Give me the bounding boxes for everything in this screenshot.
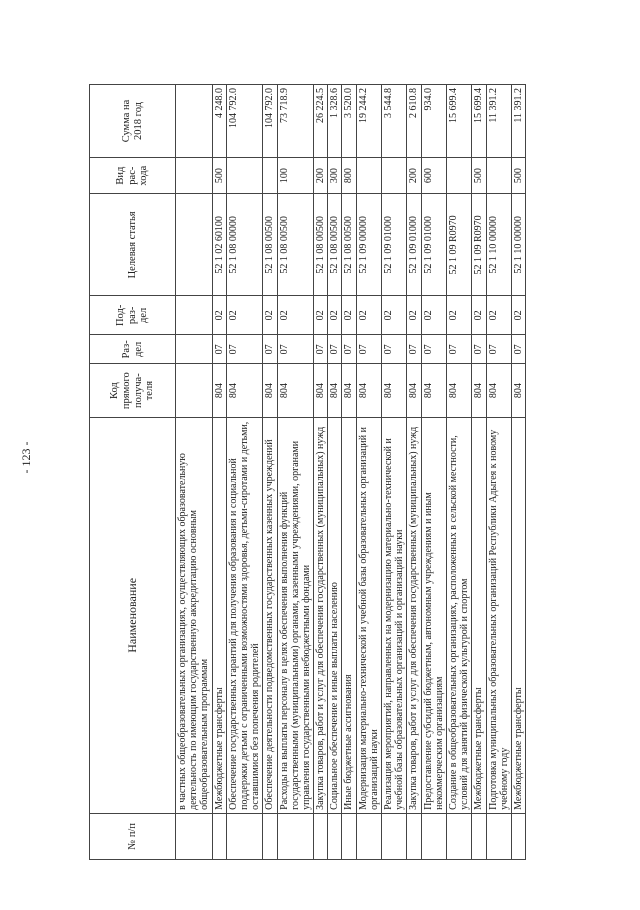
cell-vid: [226, 157, 263, 193]
cell-celevaya: 52 1 09 R0970: [472, 194, 486, 296]
table-row: [314, 85, 328, 860]
cell-name: Закупка товаров, работ и услуг для обеспечения государственных (муниципальных) нужд: [407, 417, 421, 813]
cell-summa: 104 792.0: [263, 85, 277, 158]
cell-razdel: 07: [328, 335, 342, 364]
cell-celevaya: 52 1 02 60100: [212, 194, 226, 296]
cell-razdel: 07: [486, 335, 511, 364]
cell-razdel: 07: [356, 335, 381, 364]
cell-podrazdel: 02: [472, 296, 486, 335]
cell-name: Предоставление субсидий бюджетным, автономным учреждениям и иным некоммерческим организациям: [421, 417, 446, 813]
cell-podrazdel: [176, 296, 213, 335]
cell-kod: 804: [407, 364, 421, 417]
rotated-table-container: [89, 84, 604, 860]
cell-summa: 15 699.4: [446, 85, 471, 158]
cell-summa: 11 391.2: [511, 85, 525, 158]
cell-razdel: 07: [421, 335, 446, 364]
cell-summa: [176, 85, 213, 158]
header-summa: Сумма на 2018 год: [90, 85, 176, 158]
cell-kod: [176, 364, 213, 417]
cell-celevaya: [176, 194, 213, 296]
cell-no: [382, 813, 407, 859]
header-vid: Вид рас-хода: [90, 157, 176, 193]
cell-celevaya: 52 1 09 01000: [382, 194, 407, 296]
cell-vid: 500: [511, 157, 525, 193]
cell-summa: 934.0: [421, 85, 446, 158]
cell-razdel: 07: [472, 335, 486, 364]
cell-no: [511, 813, 525, 859]
table-body: [176, 85, 526, 860]
header-podrazdel: Под-раз-дел: [90, 296, 176, 335]
cell-no: [407, 813, 421, 859]
cell-podrazdel: 02: [421, 296, 446, 335]
cell-summa: 104 792.0: [226, 85, 263, 158]
cell-name: Обеспечение деятельности подведомственных государственных казенных учреждений: [263, 417, 277, 813]
cell-name: Обеспечение государственных гарантий для получения образования и социальной поддержки детьми с ограниченными возможностями здоровья, детьми-сиротами и детьми, оставшимися без попечения родителей: [226, 417, 263, 813]
cell-no: [446, 813, 471, 859]
cell-celevaya: 52 1 09 01000: [421, 194, 446, 296]
cell-celevaya: 52 1 10 00000: [511, 194, 525, 296]
cell-kod: 804: [511, 364, 525, 417]
cell-summa: 3 544.8: [382, 85, 407, 158]
cell-name: Модернизация материально-технической и учебной базы образовательных организаций и организаций науки: [356, 417, 381, 813]
cell-celevaya: 52 1 08 00500: [277, 194, 314, 296]
cell-razdel: 07: [263, 335, 277, 364]
table-row: [226, 85, 263, 860]
table-row: [176, 85, 213, 860]
cell-vid: [382, 157, 407, 193]
cell-podrazdel: 02: [226, 296, 263, 335]
cell-summa: 1 328.6: [328, 85, 342, 158]
cell-razdel: 07: [446, 335, 471, 364]
cell-vid: [176, 157, 213, 193]
cell-no: [486, 813, 511, 859]
header-name: Наименование: [90, 417, 176, 813]
cell-celevaya: 52 1 08 00500: [263, 194, 277, 296]
table-row: [511, 85, 525, 860]
cell-podrazdel: 02: [511, 296, 525, 335]
cell-kod: 804: [212, 364, 226, 417]
table-row: [446, 85, 471, 860]
table-row: [277, 85, 314, 860]
table-header-row: [90, 85, 176, 860]
cell-vid: 600: [421, 157, 446, 193]
cell-summa: 19 244.2: [356, 85, 381, 158]
header-no: № п/п: [90, 813, 176, 859]
cell-vid: 100: [277, 157, 314, 193]
cell-name: Создание в общеобразовательных организациях, расположенных в сельской местности, условий для занятий физической культурой и спортом: [446, 417, 471, 813]
cell-razdel: [176, 335, 213, 364]
cell-name: Межбюджетные трансферты: [472, 417, 486, 813]
cell-podrazdel: 02: [446, 296, 471, 335]
cell-kod: 804: [342, 364, 356, 417]
cell-kod: 804: [486, 364, 511, 417]
cell-podrazdel: 02: [407, 296, 421, 335]
cell-vid: [486, 157, 511, 193]
cell-summa: 4 248.0: [212, 85, 226, 158]
cell-razdel: 07: [314, 335, 328, 364]
cell-summa: 15 699.4: [472, 85, 486, 158]
cell-kod: 804: [314, 364, 328, 417]
cell-no: [472, 813, 486, 859]
cell-kod: 804: [421, 364, 446, 417]
page-number: - 123 -: [19, 441, 33, 474]
cell-vid: [263, 157, 277, 193]
header-celevaya: Целевая статья: [90, 194, 176, 296]
table-row: [382, 85, 407, 860]
cell-vid: 500: [472, 157, 486, 193]
cell-razdel: 07: [382, 335, 407, 364]
cell-celevaya: 52 1 08 00000: [226, 194, 263, 296]
cell-name: в частных общеобразовательных организациях, осуществляющих образовательную деятельность по имеющим государственную аккредитацию основным общеобразовательным программам: [176, 417, 213, 813]
table-row: [486, 85, 511, 860]
cell-no: [226, 813, 263, 859]
cell-podrazdel: 02: [314, 296, 328, 335]
cell-razdel: 07: [212, 335, 226, 364]
cell-razdel: 07: [226, 335, 263, 364]
cell-summa: 26 224.5: [314, 85, 328, 158]
cell-celevaya: 52 1 09 R0970: [446, 194, 471, 296]
table-row: [342, 85, 356, 860]
cell-celevaya: 52 1 08 00500: [314, 194, 328, 296]
cell-celevaya: 52 1 09 01000: [407, 194, 421, 296]
cell-celevaya: 52 1 08 00500: [342, 194, 356, 296]
cell-podrazdel: 02: [486, 296, 511, 335]
cell-no: [277, 813, 314, 859]
table-row: [421, 85, 446, 860]
header-razdel: Раз-дел: [90, 335, 176, 364]
cell-summa: 73 718.9: [277, 85, 314, 158]
cell-podrazdel: 02: [356, 296, 381, 335]
cell-kod: 804: [472, 364, 486, 417]
cell-razdel: 07: [511, 335, 525, 364]
cell-vid: 200: [407, 157, 421, 193]
cell-vid: 300: [328, 157, 342, 193]
cell-kod: 804: [263, 364, 277, 417]
cell-kod: 804: [382, 364, 407, 417]
cell-podrazdel: 02: [263, 296, 277, 335]
cell-celevaya: 52 1 09 00000: [356, 194, 381, 296]
cell-vid: 800: [342, 157, 356, 193]
table-row: [407, 85, 421, 860]
cell-name: Социальное обеспечение и иные выплаты населению: [328, 417, 342, 813]
table-row: [472, 85, 486, 860]
cell-kod: 804: [446, 364, 471, 417]
cell-summa: 2 610.8: [407, 85, 421, 158]
cell-no: [328, 813, 342, 859]
cell-name: Подготовка муниципальных образовательных организаций Республики Адыгея к новому учебному году: [486, 417, 511, 813]
table-row: [328, 85, 342, 860]
cell-razdel: 07: [277, 335, 314, 364]
cell-no: [176, 813, 213, 859]
cell-kod: 804: [328, 364, 342, 417]
cell-vid: [356, 157, 381, 193]
cell-podrazdel: 02: [328, 296, 342, 335]
cell-vid: 500: [212, 157, 226, 193]
cell-podrazdel: 02: [342, 296, 356, 335]
cell-no: [342, 813, 356, 859]
cell-name: Закупка товаров, работ и услуг для обеспечения государственных (муниципальных) нужд: [314, 417, 328, 813]
cell-razdel: 07: [407, 335, 421, 364]
cell-name: Межбюджетные трансферты: [511, 417, 525, 813]
cell-celevaya: 52 1 08 00500: [328, 194, 342, 296]
budget-table: [89, 84, 526, 860]
header-kod: Код прямого получа-теля: [90, 364, 176, 417]
cell-summa: 11 391.2: [486, 85, 511, 158]
cell-vid: 200: [314, 157, 328, 193]
cell-name: Межбюджетные трансферты: [212, 417, 226, 813]
table-row: [212, 85, 226, 860]
cell-podrazdel: 02: [212, 296, 226, 335]
cell-celevaya: 52 1 10 00000: [486, 194, 511, 296]
cell-kod: 804: [356, 364, 381, 417]
cell-no: [314, 813, 328, 859]
cell-no: [263, 813, 277, 859]
cell-podrazdel: 02: [277, 296, 314, 335]
cell-kod: 804: [277, 364, 314, 417]
cell-vid: [446, 157, 471, 193]
cell-kod: 804: [226, 364, 263, 417]
cell-name: Реализация мероприятий, направленных на модернизацию материально-технической и учебной базы образовательных организаций и организаций науки: [382, 417, 407, 813]
table-row: [356, 85, 381, 860]
cell-name: Расходы на выплаты персоналу в целях обеспечения выполнения функций государственными (муниципальными) органами, казенными учреждениями, органами управления государственными внебюджетными фондами: [277, 417, 314, 813]
cell-summa: 3 520.0: [342, 85, 356, 158]
cell-razdel: 07: [342, 335, 356, 364]
cell-name: Иные бюджетные ассигнования: [342, 417, 356, 813]
cell-no: [212, 813, 226, 859]
cell-no: [421, 813, 446, 859]
cell-no: [356, 813, 381, 859]
cell-podrazdel: 02: [382, 296, 407, 335]
table-row: [263, 85, 277, 860]
